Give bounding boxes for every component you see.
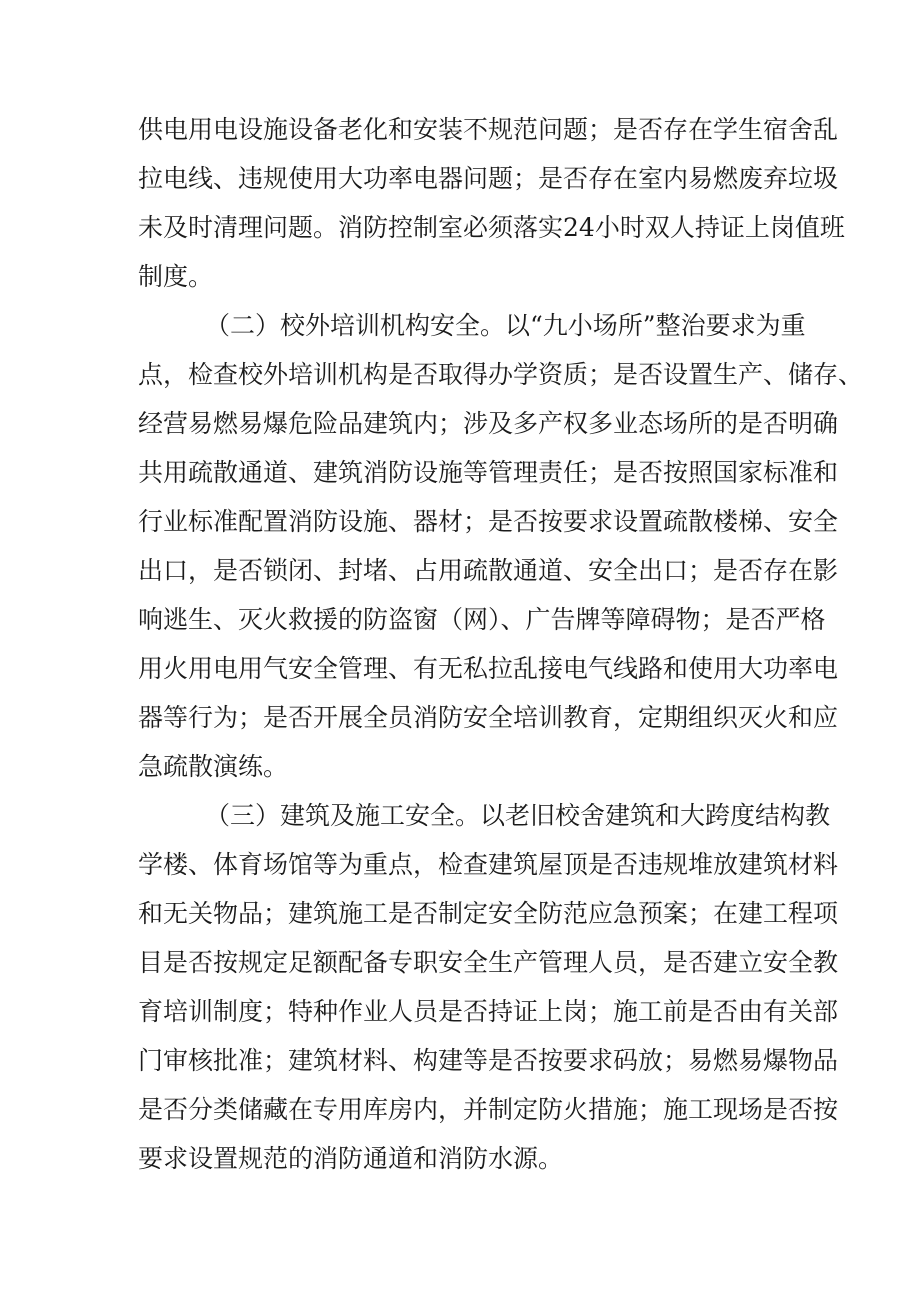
- text-line: 用火用电用气安全管理、有无私拉乱接电气线路和使用大功率电: [138, 654, 839, 683]
- text-line: 供电用电设施设备老化和安装不规范问题；是否存在学生宿舍乱: [138, 115, 839, 144]
- text-line: 门审核批准；建筑材料、构建等是否按要求码放；易燃易爆物品: [138, 1046, 839, 1075]
- section-heading-line: （二）校外培训机构安全。以“九小场所”整治要求为重: [205, 311, 806, 340]
- text-line: 拉电线、违规使用大功率电器问题；是否存在室内易燃废弃垃圾: [138, 164, 839, 193]
- text-line: 学楼、体育场馆等为重点，检查建筑屋顶是否违规堆放建筑材料: [138, 850, 839, 879]
- text-line: 经营易燃易爆危险品建筑内；涉及多产权多业态场所的是否明确: [138, 409, 839, 438]
- text-line: 未及时清理问题。消防控制室必须落实24小时双人持证上岗值班: [138, 213, 845, 242]
- text-line: 是否分类储藏在专用库房内，并制定防火措施；施工现场是否按: [138, 1095, 839, 1124]
- text-line: 制度。: [138, 262, 214, 291]
- text-line: 点，检查校外培训机构是否取得办学资质；是否设置生产、储存、: [138, 360, 864, 389]
- text-line: 器等行为；是否开展全员消防安全培训教育，定期组织灭火和应: [138, 703, 839, 732]
- text-line: 和无关物品；建筑施工是否制定安全防范应急预案；在建工程项: [138, 899, 839, 928]
- text-line: 共用疏散通道、建筑消防设施等管理责任；是否按照国家标准和: [138, 458, 839, 487]
- text-line: 急疏散演练。: [138, 752, 289, 781]
- text-line: 要求设置规范的消防通道和消防水源。: [138, 1144, 564, 1173]
- section-heading-line: （三）建筑及施工安全。以老旧校舍建筑和大跨度结构教: [205, 801, 831, 830]
- text-line: 目是否按规定足额配备专职安全生产管理人员，是否建立安全教: [138, 948, 839, 977]
- text-line: 行业标准配置消防设施、器材；是否按要求设置疏散楼梯、安全: [138, 507, 839, 536]
- text-line: 出口，是否锁闭、封堵、占用疏散通道、安全出口；是否存在影: [138, 556, 839, 585]
- text-line: 响逃生、灭火救援的防盗窗（网）、广告牌等障碍物；是否严格: [138, 605, 826, 634]
- text-line: 育培训制度；特种作业人员是否持证上岗；施工前是否由有关部: [138, 997, 839, 1026]
